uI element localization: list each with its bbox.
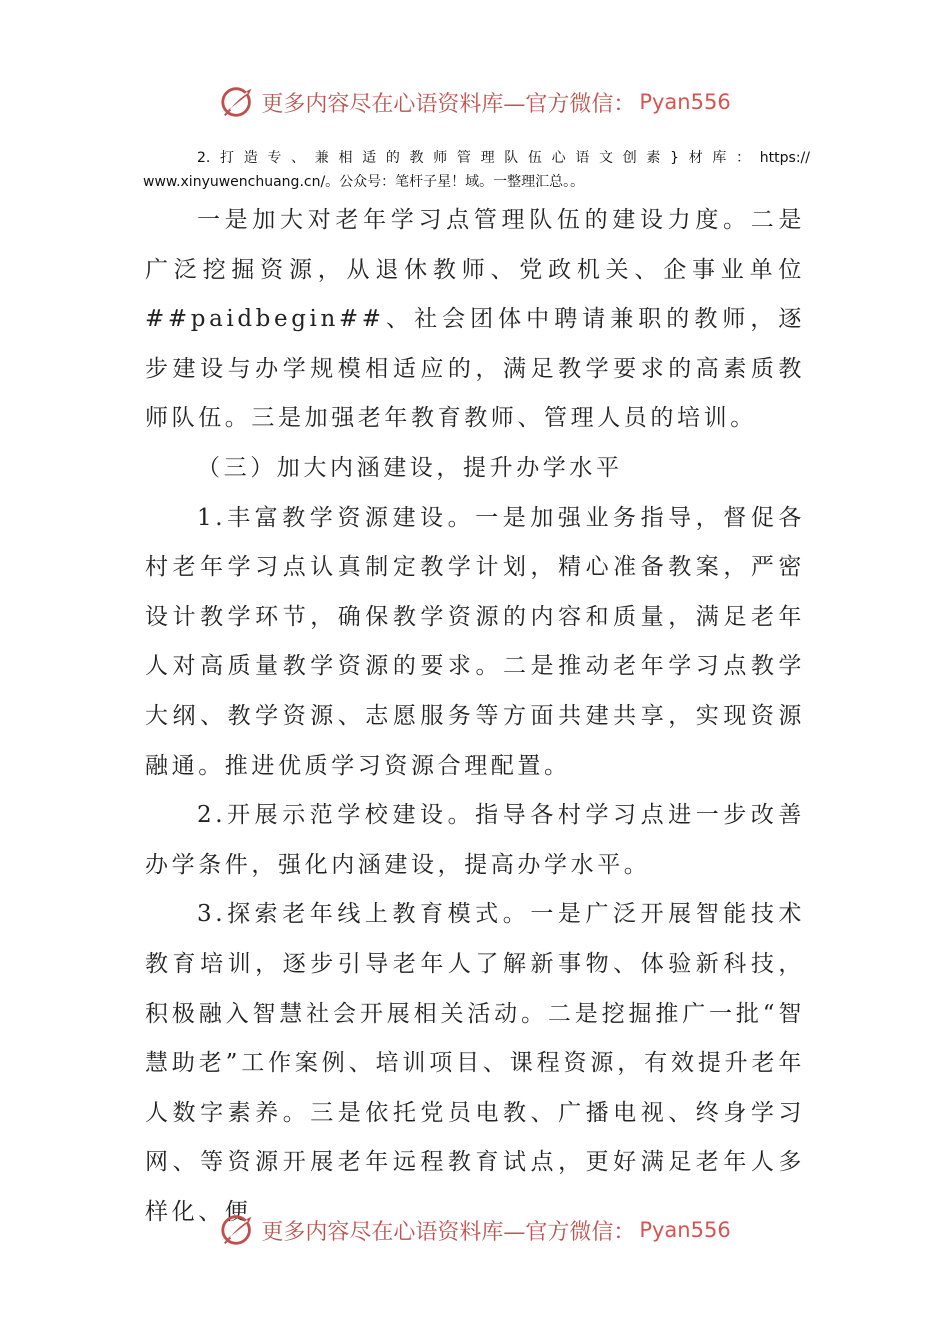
source-token: 专 [267, 150, 282, 166]
source-token: 适 [362, 150, 377, 166]
source-token: 的 [385, 150, 400, 166]
source-token: 造 [243, 150, 258, 166]
source-token: 库 [712, 150, 727, 166]
pen-feather-logo-icon [219, 83, 257, 121]
source-token: 文 [599, 150, 614, 166]
paragraph-online-education: 3.探索老年线上教育模式。一是广泛开展智能技术教育培训，逐步引导老年人了解新事物、体验新科技，积极融入智慧社会开展相关活动。二是挖掘推广一批“智慧助老”工作案例、培训项目、课程资源，有效提升老年人数字素养。三是依托党员电教、广播电视、终身学习网、等资源开展老年远程教育试点，更好满足老年人多样化、便 [145, 901, 805, 1225]
paragraph-teacher-team: 一是加大对老年学习点管理队伍的建设力度。二是广泛挖掘资源，从退休教师、党政机关、企事业单位##paidbegin##、社会团体中聘请兼职的教师，逐步建设与办学规模相适应的，满足教学要求的高素质教师队伍。三是加强老年教育教师、管理人员的培训。 [145, 207, 805, 432]
source-token: 创 [622, 150, 637, 166]
source-token: 相 [338, 150, 353, 166]
footer-banner [0, 1208, 950, 1252]
banner-text: 更多内容尽在心语资料库—官方微信： [261, 1219, 636, 1245]
header-banner [0, 80, 950, 124]
source-token: 理 [480, 150, 495, 166]
source-token: 伍 [527, 150, 542, 166]
source-token: 材 [688, 150, 703, 166]
banner-text: 更多内容尽在心语资料库—官方微信： [261, 91, 636, 117]
paragraph-teaching-resources: 1.丰富教学资源建设。一是加强业务指导，督促各村老年学习点认真制定教学计划，精心准备教案，严密设计教学环节，确保教学资源的内容和质量，满足老年人对高质量教学资源的要求。二是推动老年学习点教学大纲、教学资源、志愿服务等方面共建共享，实现资源融通。推进优质学习资源合理配置。 [145, 504, 805, 779]
source-note-line-2: www.xinyuwenchuang.cn/。公众号：笔杆子星！域。一整理汇总。。 [143, 174, 585, 190]
source-token: 兼 [314, 150, 329, 166]
source-token: 教 [409, 150, 424, 166]
source-token: 2. [197, 150, 211, 166]
source-token: 打 [220, 150, 235, 166]
banner-wechat-id: Pyan556 [639, 90, 731, 114]
source-token: 语 [575, 150, 590, 166]
source-token: } [670, 150, 680, 166]
source-url-prefix[interactable]: https:// [759, 150, 810, 166]
document-body [145, 196, 805, 1237]
source-token: ： [736, 150, 751, 166]
banner-wechat-id: Pyan556 [639, 1218, 731, 1242]
source-token: 心 [551, 150, 566, 166]
section-heading-3: （三）加大内涵建设，提升办学水平 [197, 454, 623, 481]
paragraph-model-schools: 2.开展示范学校建设。指导各村学习点进一步改善办学条件，强化内涵建设，提高办学水平。 [145, 802, 805, 878]
pen-feather-logo-icon [219, 1211, 257, 1249]
source-note [145, 146, 810, 194]
source-token: 、 [291, 150, 306, 166]
source-token: 队 [504, 150, 519, 166]
source-token: 师 [433, 150, 448, 166]
source-token: 素 [646, 150, 661, 166]
source-token: 管 [456, 150, 471, 166]
source-note-line-1 [145, 146, 810, 170]
